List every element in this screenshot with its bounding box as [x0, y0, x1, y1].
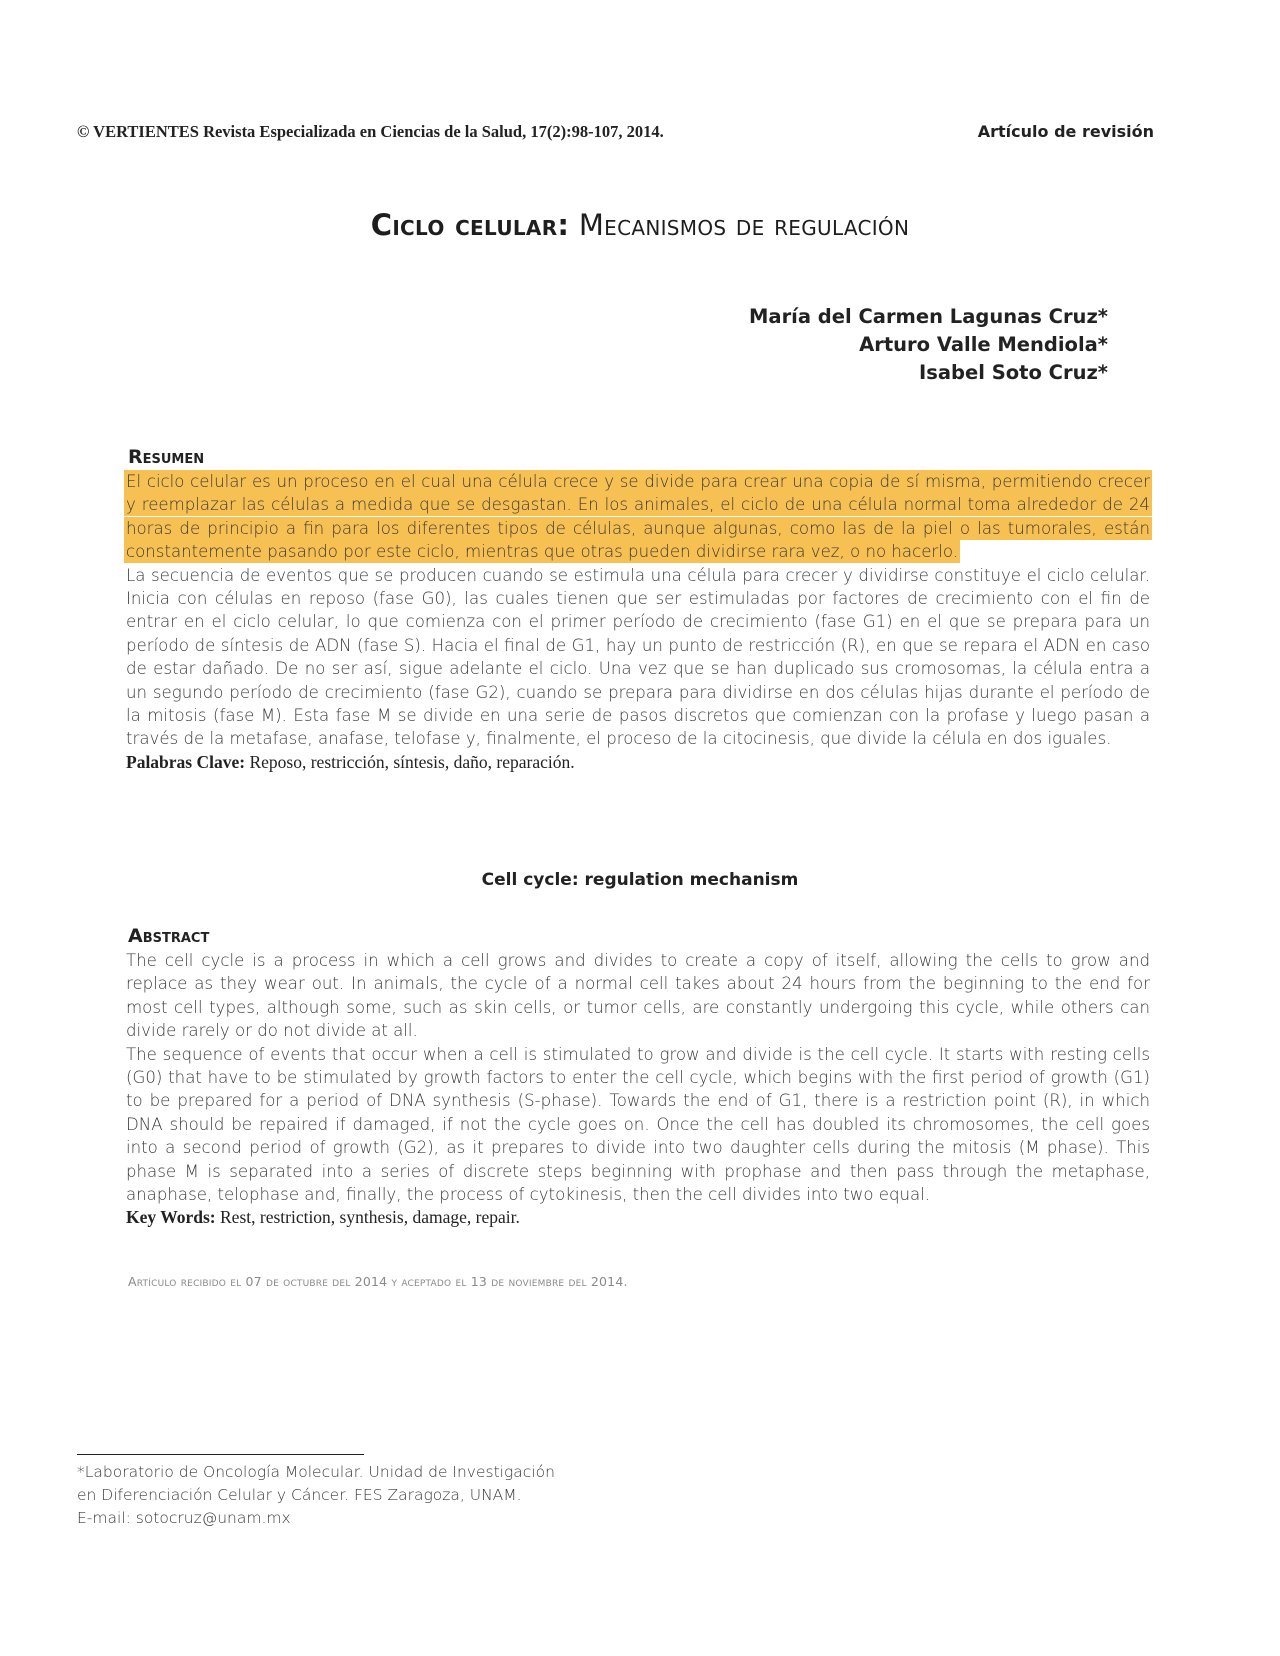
resumen-body: [126, 470, 1150, 774]
palabras-clave-label: Palabras Clave:: [126, 751, 246, 772]
key-words-label: Key Words:: [126, 1207, 216, 1228]
title-part2: Mecanismos de regulación: [578, 208, 910, 242]
palabras-clave-values: Reposo, restricción, síntesis, daño, reparación.: [249, 751, 575, 772]
author-3: Isabel Soto Cruz*: [919, 361, 1108, 384]
palabras-clave: [126, 751, 1150, 774]
english-title: Cell cycle: regulation mechanism: [481, 870, 799, 890]
footnote-line-2: en Diferenciación Celular y Cáncer. FES Zaragoza, UNAM.: [77, 1486, 522, 1504]
authors-block: [749, 303, 1108, 387]
abstract-heading: Abstract: [128, 925, 210, 947]
footnote-email[interactable]: E-mail: sotocruz@unam.mx: [77, 1509, 291, 1527]
footnote-line-1: *Laboratorio de Oncología Molecular. Unidad de Investigación: [77, 1463, 555, 1481]
author-2: Arturo Valle Mendiola*: [859, 333, 1108, 356]
abstract-paragraph-2: The sequence of events that occur when a cell is stimulated to grow and divide is the cell cycle. It starts with resting cells (G0) that have to be stimulated by growth factors to enter the cell cycle, which begins with the first period of growth (G1) to be prepared for a period of DNA synthesis (S-phase). Towards the end of G1, there is a restriction point (R), in which DNA should be repaired if damaged, if not the cycle goes on. Once the cell has doubled its chromosomes, the cell goes into a second period of growth (G2), as it prepares to divide into two daughter cells during the mitosis (M phase). This phase M is separated into a series of discrete steps beginning with prophase and then pass through the metaphase, anaphase, telophase and, finally, the process of cytokinesis, then the cell divides into two equal.: [126, 1044, 1150, 1205]
key-words-values: Rest, restriction, synthesis, damage, repair.: [220, 1207, 520, 1228]
author-1: María del Carmen Lagunas Cruz*: [749, 305, 1108, 328]
page-title: [0, 208, 1280, 242]
key-words: [126, 1206, 1150, 1229]
highlighted-text[interactable]: El ciclo celular es un proceso en el cual una célula crece y se divide para crear una copia de sí misma, permitiendo crecer y reemplazar las células a medida que se desgastan. En los animales, el ciclo de una célula normal toma alrededor de 24 horas de principio a fin para los diferentes tipos de células, aunque algunas, como las de la piel o las tumorales, están constantemente pasando por este ciclo, mientras que otras pueden dividirse rara vez, o no hacerlo.: [126, 472, 1150, 562]
journal-citation: © VERTIENTES Revista Especializada en Ciencias de la Salud, 17(2):98-107, 2014.: [77, 122, 664, 141]
article-type: Artículo de revisión: [977, 122, 1154, 141]
abstract-paragraph-1: The cell cycle is a process in which a cell grows and divides to create a copy of itself, allowing the cells to grow and replace as they wear out. In animals, the cycle of a normal cell takes about 24 hours from the beginning to the end for most cell types, although some, such as skin cells, or tumor cells, are constantly undergoing this cycle, while others can divide rarely or do not divide at all.: [126, 951, 1150, 1041]
received-date: Artículo recibido el 07 de octubre del 2014 y aceptado el 13 de noviembre del 2014.: [128, 1274, 628, 1289]
resumen-paragraph-2: La secuencia de eventos que se producen cuando se estimula una célula para crecer y dividirse constituye el ciclo celular. Inicia con células en reposo (fase G0), las cuales tienen que ser estimuladas por factores de crecimiento con el fin de entrar en el ciclo celular, lo que comienza con el primer período de crecimiento (fase G1) en el que se prepara para un período de síntesis de ADN (fase S). Hacia el final de G1, hay un punto de restricción (R), en que se repara el ADN en caso de estar dañado. De no ser así, sigue adelante el ciclo. Una vez que se han duplicado sus cromosomas, la célula entra a un segundo período de crecimiento (fase G2), cuando se prepara para dividirse en dos células hijas durante el período de la mitosis (fase M). Esta fase M se divide en una serie de pasos discretos que comienzan con la profase y luego pasan a través de la metafase, anafase, telofase y, finalmente, el proceso de la citocinesis, que divide la célula en dos iguales.: [126, 565, 1150, 749]
footnote-divider: [77, 1454, 364, 1455]
resumen-heading: Resumen: [128, 446, 205, 468]
title-part1: Ciclo celular:: [370, 208, 570, 242]
resumen-paragraph-1: [126, 470, 1150, 564]
footnote: [77, 1461, 555, 1530]
abstract-body: [126, 949, 1150, 1230]
